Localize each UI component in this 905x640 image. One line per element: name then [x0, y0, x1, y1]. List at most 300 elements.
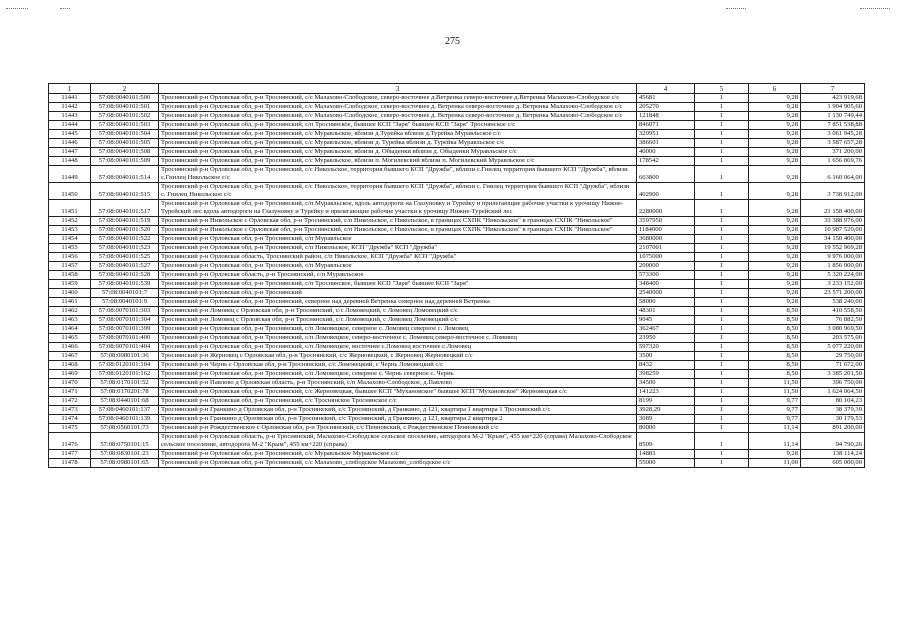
area-cell: 402900 [637, 183, 695, 200]
rate-cell: 11,14 [749, 424, 801, 433]
coefficient-cell: 1 [695, 289, 749, 298]
location-cell: Троснянский р-н Орловская обл, р-н Троснянский, с/с Жерновецкая, бывшее КСП "Мухановское" бывшее КСП "Мухановское" Жерновецкая с/с [159, 388, 637, 397]
area-cell: 34500 [637, 379, 695, 388]
area-cell: 3500 [637, 352, 695, 361]
coefficient-cell: 1 [695, 352, 749, 361]
value-cell: 203 575,00 [801, 334, 865, 343]
table-row [49, 316, 865, 325]
area-cell: 1184000 [637, 226, 695, 235]
cadastral-number-cell: 57:08:0440101:68 [91, 397, 159, 406]
row-number-cell: 11445 [49, 130, 91, 139]
coefficient-cell: 1 [695, 130, 749, 139]
cadastral-number-cell: 57:08:0070101:404 [91, 343, 159, 352]
area-cell: 1075000 [637, 253, 695, 262]
table-row [49, 433, 865, 450]
location-cell: Троснянский р-н Орловская область, р-н Троснянский, с/п Муравльское [159, 271, 637, 280]
value-cell: 3 061 945,28 [801, 130, 865, 139]
value-cell: 34 150 400,00 [801, 235, 865, 244]
rate-cell: 11,50 [749, 388, 801, 397]
rate-cell: 9,28 [749, 166, 801, 183]
coefficient-cell: 1 [695, 157, 749, 166]
location-cell: Троснянский р-н Гранкино д Орловская обл, р-н Троснянский, с/с Троснянский, д Гранкино, д 121, квартира 1 квартира 1 Троснянский с/с [159, 406, 637, 415]
coefficient-cell: 1 [695, 325, 749, 334]
coefficient-cell: 1 [695, 433, 749, 450]
location-cell: Троснянский р-н Орловская обл, р-н Троснянский, северное над деревней Ветренка северное над деревней Ветренка [159, 298, 637, 307]
row-number-cell: 11472 [49, 397, 91, 406]
row-number-cell: 11449 [49, 166, 91, 183]
area-cell: 2540000 [637, 289, 695, 298]
table-row [49, 280, 865, 289]
row-number-cell: 11477 [49, 450, 91, 459]
table-row [49, 406, 865, 415]
area-cell: 178542 [637, 157, 695, 166]
coefficient-cell: 1 [695, 217, 749, 226]
column-number-row [49, 84, 865, 94]
row-number-cell: 11450 [49, 183, 91, 200]
coefficient-cell: 1 [695, 262, 749, 271]
table-row [49, 262, 865, 271]
rate-cell: 9,28 [749, 148, 801, 157]
value-cell: 3 587 657,28 [801, 139, 865, 148]
coefficient-cell: 1 [695, 424, 749, 433]
coefficient-cell: 1 [695, 271, 749, 280]
cadastral-number-cell: 57:08:0040101:503 [91, 121, 159, 130]
area-cell: 58000 [637, 298, 695, 307]
area-cell: 386601 [637, 139, 695, 148]
value-cell: 76 882,50 [801, 316, 865, 325]
column-header: 7 [801, 84, 865, 94]
rate-cell: 9,28 [749, 94, 801, 103]
table-body [49, 84, 865, 468]
location-cell: Троснянский р-н Орловская область, р-н Троснянский, Малахово-Слободское сельское поселение, автодорога М-2 "Крым", 455 км+220 (справа) Малахово-Слободское сельское поселение, автодорога М-2 "Крым", 455 км+220 (справа) [159, 433, 637, 450]
row-number-cell: 11476 [49, 433, 91, 450]
table-row [49, 370, 865, 379]
area-cell: 205270 [637, 103, 695, 112]
value-cell: 29 750,00 [801, 352, 865, 361]
coefficient-cell: 1 [695, 226, 749, 235]
table-row [49, 298, 865, 307]
value-cell: 138 114,24 [801, 450, 865, 459]
row-number-cell: 11468 [49, 361, 91, 370]
cadastral-number-cell: 57:08:0040101:517 [91, 200, 159, 217]
cadastral-number-cell: 57:08:0120101:104 [91, 361, 159, 370]
area-cell: 8509 [637, 433, 695, 450]
location-cell: Троснянский р-н Орловская обл, р-н Троснянский, с/п Муравльское [159, 235, 637, 244]
location-cell: Троснянский р-н Никольское с Орловская обл, р-н Троснянский, с/п Никольское, с Никольское, в границах СХПК "Никольское" в границах СХПК "Никольское" [159, 226, 637, 235]
area-cell: 9045 [637, 316, 695, 325]
coefficient-cell: 1 [695, 459, 749, 468]
area-cell: 14883 [637, 450, 695, 459]
rate-cell: 9,28 [749, 121, 801, 130]
value-cell: 605 000,00 [801, 459, 865, 468]
cadastral-number-cell: 57:08:0040101:509 [91, 157, 159, 166]
coefficient-cell: 1 [695, 334, 749, 343]
row-number-cell: 11469 [49, 370, 91, 379]
rate-cell: 9,28 [749, 139, 801, 148]
table-row [49, 244, 865, 253]
coefficient-cell: 1 [695, 280, 749, 289]
location-cell: Троснянский р-н Орловская обл, р-н Троснянский, с/п Муравльское [159, 262, 637, 271]
cadastral-number-cell: 57:08:0040101:528 [91, 271, 159, 280]
location-cell: Троснянский р-н Чернь с Орловская обл, р-н Троснянский, с/с Ломовецкий, с Чернь Ломовецкий с/с [159, 361, 637, 370]
row-number-cell: 11465 [49, 334, 91, 343]
value-cell: 23 571 200,00 [801, 289, 865, 298]
location-cell: Троснянский р-н Орловская обл, р-н Троснянский, с/с Муравльское, вблизи д. Обыденки вблизи д. Обыденки Муравльское с/с [159, 148, 637, 157]
value-cell: 71 672,00 [801, 361, 865, 370]
table-row [49, 424, 865, 433]
table-row [49, 103, 865, 112]
cadastral-number-cell: 57:08:0040101:505 [91, 139, 159, 148]
coefficient-cell: 1 [695, 148, 749, 157]
value-cell: 410 558,50 [801, 307, 865, 316]
table-row [49, 289, 865, 298]
value-cell: 371 200,00 [801, 148, 865, 157]
rate-cell: 8,50 [749, 352, 801, 361]
row-number-cell: 11443 [49, 112, 91, 121]
row-number-cell: 11441 [49, 94, 91, 103]
coefficient-cell: 1 [695, 415, 749, 424]
cadastral-number-cell: 57:08:0040101:522 [91, 235, 159, 244]
value-cell: 3 738 912,00 [801, 183, 865, 200]
coefficient-cell: 1 [695, 450, 749, 459]
coefficient-cell: 1 [695, 200, 749, 217]
location-cell: Троснянский р-н Орловская обл, р-н Троснянский, с/п Муравльское, вдоль автодороги на Глазуновку и Турейку и прилегающие рабочие участки к урочищу Нижне-Турейский лес вдоль автодороги на Глазуновку и Турейку и прилегающие рабочие участки к урочищу Нижне-Турейский лес [159, 200, 637, 217]
rate-cell: 9,28 [749, 262, 801, 271]
value-cell: 1 856 000,00 [801, 262, 865, 271]
cadastral-number-cell: 57:08:0830101:23 [91, 450, 159, 459]
row-number-cell: 11467 [49, 352, 91, 361]
rate-cell: 9,28 [749, 103, 801, 112]
cadastral-number-cell: 57:08:0460101:139 [91, 415, 159, 424]
row-number-cell: 11474 [49, 415, 91, 424]
column-header: 1 [49, 84, 91, 94]
cadastral-number-cell: 57:08:0040101:527 [91, 262, 159, 271]
area-cell: 3928,29 [637, 406, 695, 415]
table-row [49, 200, 865, 217]
row-number-cell: 11446 [49, 139, 91, 148]
cadastral-number-cell: 57:08:0070101:399 [91, 325, 159, 334]
coefficient-cell: 1 [695, 379, 749, 388]
area-cell: 573300 [637, 271, 695, 280]
location-cell: Троснянский р-н Орловская обл, р-н Троснянский, с/с Малахово-Слободское, северо-восточнее д. Ветренка северо-восточнее д. Ветренка Малахово-Слободское с/с [159, 112, 637, 121]
location-cell: Троснянский р-н Павлово д Орловская область, р-н Троснянский, с/п Малахово-Слободское, д.Павлово [159, 379, 637, 388]
column-header: 2 [91, 84, 159, 94]
cadastral-number-cell: 57:08:0040101:7 [91, 289, 159, 298]
row-number-cell: 11461 [49, 298, 91, 307]
table-row [49, 271, 865, 280]
area-cell: 8432 [637, 361, 695, 370]
area-cell: 362467 [637, 325, 695, 334]
location-cell: Троснянский р-н Орловская обл, р-н Троснянский, с/с Никольское, территория бывшего КСП "Дружба", вблизи с.Гнилец территория бывшего КСП "Дружба", вблизи с.Гнилец Никольское с/с [159, 166, 637, 183]
land-plots-table [48, 83, 865, 468]
column-header: 3 [159, 84, 637, 94]
cadastral-number-cell: 57:08:0040101:501 [91, 103, 159, 112]
row-number-cell: 11455 [49, 244, 91, 253]
cadastral-number-cell: 57:08:0040101:502 [91, 112, 159, 121]
table-row [49, 130, 865, 139]
rate-cell: 9,28 [749, 280, 801, 289]
value-cell: 5 077 220,00 [801, 343, 865, 352]
value-cell: 21 158 400,00 [801, 200, 865, 217]
coefficient-cell: 1 [695, 244, 749, 253]
table-row [49, 226, 865, 235]
scan-dots [60, 8, 70, 13]
row-number-cell: 11473 [49, 406, 91, 415]
location-cell: Троснянский р-н Орловская обл, р-н Троснянский [159, 289, 637, 298]
rate-cell: 8,50 [749, 361, 801, 370]
area-cell: 398259 [637, 370, 695, 379]
table-row [49, 139, 865, 148]
location-cell: Троснянский р-н Орловская обл, р-н Троснянский, с/п Ломовецкое, северное с. Чернь северное с. Чернь [159, 370, 637, 379]
rate-cell: 8,50 [749, 316, 801, 325]
coefficient-cell: 1 [695, 388, 749, 397]
location-cell: Троснянский р-н Орловская обл, р-н Троснянский, с/с Малахово-Слободское, северо-восточнее д. Ветренка северо-восточнее д. Ветренка Малахово-Слободское с/с [159, 103, 637, 112]
location-cell: Троснянский р-н Ломовец с Орловская обл, р-н Троснянский, с/с Ломовецкий, с Ломовец Ломовецкий с/с [159, 316, 637, 325]
rate-cell: 9,28 [749, 235, 801, 244]
row-number-cell: 11454 [49, 235, 91, 244]
value-cell: 94 790,26 [801, 433, 865, 450]
cadastral-number-cell: 57:08:0040101:519 [91, 217, 159, 226]
scan-dots [6, 8, 28, 13]
rate-cell: 9,28 [749, 253, 801, 262]
row-number-cell: 11464 [49, 325, 91, 334]
table-row [49, 397, 865, 406]
row-number-cell: 11447 [49, 148, 91, 157]
value-cell: 80 104,23 [801, 397, 865, 406]
area-cell: 2280000 [637, 200, 695, 217]
rate-cell: 11,00 [749, 459, 801, 468]
rate-cell: 9,77 [749, 415, 801, 424]
value-cell: 5 320 224,00 [801, 271, 865, 280]
area-cell: 40000 [637, 148, 695, 157]
rate-cell: 9,28 [749, 157, 801, 166]
row-number-cell: 11448 [49, 157, 91, 166]
table-row [49, 334, 865, 343]
coefficient-cell: 1 [695, 397, 749, 406]
rate-cell: 9,28 [749, 217, 801, 226]
rate-cell: 9,77 [749, 406, 801, 415]
table-row [49, 217, 865, 226]
row-number-cell: 11478 [49, 459, 91, 468]
cadastral-number-cell: 57:08:0040101:539 [91, 280, 159, 289]
table-row [49, 343, 865, 352]
area-cell: 329951 [637, 130, 695, 139]
row-number-cell: 11459 [49, 280, 91, 289]
value-cell: 33 388 976,00 [801, 217, 865, 226]
location-cell: Троснянский р-н Орловская обл, р-н Троснянский, с/с Муравльское, вблизи п. Могилевский вблизи п. Могилевский Муравльское с/с [159, 157, 637, 166]
value-cell: 3 385 201,50 [801, 370, 865, 379]
area-cell: 348400 [637, 280, 695, 289]
row-number-cell: 11458 [49, 271, 91, 280]
area-cell: 3597950 [637, 217, 695, 226]
rate-cell: 9,28 [749, 226, 801, 235]
value-cell: 3 233 152,00 [801, 280, 865, 289]
row-number-cell: 11475 [49, 424, 91, 433]
area-cell: 3089 [637, 415, 695, 424]
table-row [49, 352, 865, 361]
value-cell: 10 987 520,00 [801, 226, 865, 235]
rate-cell: 9,77 [749, 397, 801, 406]
rate-cell: 9,28 [749, 450, 801, 459]
value-cell: 1 130 749,44 [801, 112, 865, 121]
cadastral-number-cell: 57:08:0040101:500 [91, 94, 159, 103]
value-cell: 538 240,00 [801, 298, 865, 307]
row-number-cell: 11471 [49, 388, 91, 397]
table-row [49, 415, 865, 424]
rate-cell: 8,50 [749, 343, 801, 352]
area-cell: 200000 [637, 262, 695, 271]
location-cell: Троснянский р-н Орловская обл, р-н Троснянский, с/с Никольское, территория бывшего КСП "Дружба", вблизи с. Гнилец территория бывшего КСП "Дружба", вблизи с. Гнилец Никольское с/с [159, 183, 637, 200]
table-row [49, 388, 865, 397]
cadastral-number-cell: 57:08:0560101:73 [91, 424, 159, 433]
value-cell: 396 750,00 [801, 379, 865, 388]
cadastral-number-cell: 57:08:0040101:514 [91, 166, 159, 183]
value-cell: 891 200,00 [801, 424, 865, 433]
cadastral-number-cell: 57:08:0070101:303 [91, 307, 159, 316]
coefficient-cell: 1 [695, 316, 749, 325]
column-header: 4 [637, 84, 695, 94]
table-row [49, 121, 865, 130]
value-cell: 9 976 000,00 [801, 253, 865, 262]
cadastral-number-cell: 57:08:0750101:15 [91, 433, 159, 450]
location-cell: Троснянский р-н Орловская обл, р-н Троснянский, с/с Муравльское Муравльское с/с [159, 450, 637, 459]
value-cell: 1 904 905,60 [801, 103, 865, 112]
area-cell: 141223 [637, 388, 695, 397]
rate-cell: 9,28 [749, 244, 801, 253]
rate-cell: 9,28 [749, 298, 801, 307]
value-cell: 1 624 064,50 [801, 388, 865, 397]
cadastral-number-cell: 57:08:0170201:78 [91, 388, 159, 397]
cadastral-number-cell: 57:08:0040101:9 [91, 298, 159, 307]
location-cell: Троснянский р-н Орловская область, Троснянский район, с/п Никольское, КСП "Дружба" КСП "Дружба" [159, 253, 637, 262]
area-cell: 23950 [637, 334, 695, 343]
rate-cell: 9,28 [749, 289, 801, 298]
table-row [49, 94, 865, 103]
cadastral-number-cell: 57:08:0080101:36 [91, 352, 159, 361]
row-number-cell: 11456 [49, 253, 91, 262]
cadastral-number-cell: 57:08:0040101:515 [91, 183, 159, 200]
coefficient-cell: 1 [695, 103, 749, 112]
cadastral-number-cell: 57:08:0120101:162 [91, 370, 159, 379]
row-number-cell: 11462 [49, 307, 91, 316]
location-cell: Троснянский р-н Орловская обл, р-н Троснянский, с/п Троснянское, бывшее КСП "Заря" бывшее КСП "Заря" Троснянское с/с [159, 121, 637, 130]
location-cell: Троснянский р-н Гранкино д Орловская обл, р-н Троснянский, с/с Троснянский, д Гранкино, д 121, квартира 2 квартира 2 [159, 415, 637, 424]
value-cell: 19 552 969,28 [801, 244, 865, 253]
value-cell: 30 179,53 [801, 415, 865, 424]
rate-cell: 11,50 [749, 379, 801, 388]
table-row [49, 166, 865, 183]
cadastral-number-cell: 57:08:0170101:52 [91, 379, 159, 388]
location-cell: Троснянский р-н Орловская обл, р-н Троснянский, с/п Ломовецкое, восточнее с.Ломовец восточнее с.Ломовец [159, 343, 637, 352]
location-cell: Троснянский р-н Орловская обл, р-н Троснянский, с/с Малахово-Слободское, северо-восточнее д.Ветренка северо-восточнее д.Ветренка Малахово-Слободское с/с [159, 94, 637, 103]
table-row [49, 183, 865, 200]
table-row [49, 235, 865, 244]
table-row [49, 253, 865, 262]
rate-cell: 8,50 [749, 325, 801, 334]
table-row [49, 325, 865, 334]
coefficient-cell: 1 [695, 121, 749, 130]
page-number: 275 [445, 36, 460, 47]
coefficient-cell: 1 [695, 361, 749, 370]
location-cell: Троснянский р-н Орловская обл, р-н Троснянский, с/с Малахово_слободское Малахово_слободское с/с [159, 459, 637, 468]
rate-cell: 9,28 [749, 130, 801, 139]
value-cell: 3 080 969,50 [801, 325, 865, 334]
area-cell: 80000 [637, 424, 695, 433]
rate-cell: 8,50 [749, 370, 801, 379]
area-cell: 663800 [637, 166, 695, 183]
area-cell: 121848 [637, 112, 695, 121]
rate-cell: 8,50 [749, 334, 801, 343]
table-row [49, 148, 865, 157]
row-number-cell: 11452 [49, 217, 91, 226]
cadastral-number-cell: 57:08:0040101:508 [91, 148, 159, 157]
table-row [49, 450, 865, 459]
coefficient-cell: 1 [695, 370, 749, 379]
area-cell: 846071 [637, 121, 695, 130]
scan-dots [860, 8, 890, 13]
coefficient-cell: 1 [695, 343, 749, 352]
location-cell: Троснянский р-н Рождественское с Орловская обл, р-н Троснянский, с/с Пенновский, с Рождественское Пенновский с/с [159, 424, 637, 433]
coefficient-cell: 1 [695, 253, 749, 262]
area-cell: 3680000 [637, 235, 695, 244]
cadastral-number-cell: 57:08:0070101:400 [91, 334, 159, 343]
area-cell: 48301 [637, 307, 695, 316]
coefficient-cell: 1 [695, 307, 749, 316]
coefficient-cell: 1 [695, 298, 749, 307]
row-number-cell: 11460 [49, 289, 91, 298]
cadastral-number-cell: 57:08:0070101:304 [91, 316, 159, 325]
location-cell: Троснянский р-н Орловская обл, р-н Троснянский, с/п Ломовецкое, северо-восточное с. Ломовец северо-восточное с. Ломовец [159, 334, 637, 343]
location-cell: Троснянский р-н Орловская обл, р-н Троснянский, с/п Никольское, КСП "Дружба" КСП "Дружба" [159, 244, 637, 253]
cadastral-number-cell: 57:08:0040101:520 [91, 226, 159, 235]
value-cell: 38 379,39 [801, 406, 865, 415]
coefficient-cell: 1 [695, 112, 749, 121]
area-cell: 597320 [637, 343, 695, 352]
value-cell: 6 160 064,00 [801, 166, 865, 183]
location-cell: Троснянский р-н Орловская обл, р-н Троснянский, с/п Троснянское, бывшее КСП "Заря" бывшее КСП "Заря" [159, 280, 637, 289]
value-cell: 7 851 538,88 [801, 121, 865, 130]
coefficient-cell: 1 [695, 235, 749, 244]
rate-cell: 9,28 [749, 183, 801, 200]
rate-cell: 9,28 [749, 112, 801, 121]
row-number-cell: 11457 [49, 262, 91, 271]
location-cell: Троснянский р-н Орловская обл, р-н Троснянский, с/с Муравльское, вблизи д.Турейка вблизи д.Турейка Муравльское с/с [159, 130, 637, 139]
coefficient-cell: 1 [695, 406, 749, 415]
row-number-cell: 11470 [49, 379, 91, 388]
value-cell: 423 919,68 [801, 94, 865, 103]
column-header: 5 [695, 84, 749, 94]
area-cell: 2107001 [637, 244, 695, 253]
scan-dots [726, 8, 746, 13]
table-row [49, 157, 865, 166]
table-row [49, 307, 865, 316]
area-cell: 45681 [637, 94, 695, 103]
row-number-cell: 11463 [49, 316, 91, 325]
column-header: 6 [749, 84, 801, 94]
cadastral-number-cell: 57:08:0040101:523 [91, 244, 159, 253]
area-cell: 8199 [637, 397, 695, 406]
rate-cell: 9,28 [749, 271, 801, 280]
location-cell: Троснянский р-н Орловская обл, р-н Троснянский, с/с Троснянское Троснянское с/с [159, 397, 637, 406]
row-number-cell: 11451 [49, 200, 91, 217]
value-cell: 1 656 869,76 [801, 157, 865, 166]
coefficient-cell: 1 [695, 166, 749, 183]
row-number-cell: 11453 [49, 226, 91, 235]
table-row [49, 112, 865, 121]
table-row [49, 459, 865, 468]
cadastral-number-cell: 57:08:0040101:504 [91, 130, 159, 139]
table-row [49, 379, 865, 388]
